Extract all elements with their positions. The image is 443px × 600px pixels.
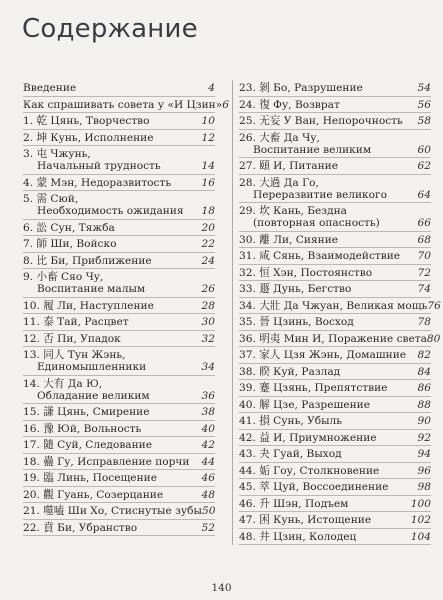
toc-entry <box>23 314 215 331</box>
toc-entry-title <box>23 193 193 217</box>
toc-entry-line: 28. 大過 Да Го, <box>239 176 319 189</box>
toc-entry <box>23 113 215 130</box>
toc-entry-title <box>239 465 409 477</box>
toc-entry-line: Единомышленники <box>37 361 147 373</box>
toc-entry <box>23 97 229 114</box>
toc-entry-line: 47. 困 Кунь, Истощение <box>239 514 372 526</box>
toc-entry <box>23 146 215 175</box>
toc-entry-line: 44. 姤 Гоу, Столкновение <box>239 464 380 477</box>
toc-entry-line: 38. 睽 Куй, Разлад <box>239 365 341 378</box>
toc-entry-page: 56 <box>417 98 431 111</box>
toc-entry-title <box>239 514 409 526</box>
toc-entry <box>239 512 431 529</box>
toc-entry-page: 68 <box>417 233 431 246</box>
toc-entry-title <box>239 531 409 543</box>
toc-entry-title <box>239 115 409 127</box>
toc-entry <box>239 248 431 265</box>
toc-entry <box>239 364 431 381</box>
toc-entry-line: 23. 剝 Бо, Разрушение <box>239 82 363 94</box>
toc-entry-title <box>23 222 193 234</box>
toc-entry-line: 3. 屯 Чжунь, <box>23 148 91 160</box>
toc-entry-line: 8. 比 Би, Приближение <box>23 254 152 267</box>
toc-entry <box>239 175 431 204</box>
toc-entry-line: 36. 明夷 Мин И, Поражение света <box>239 332 427 345</box>
toc-entry <box>239 203 431 232</box>
toc-entry-line: 6. 訟 Сун, Тяжба <box>23 221 115 234</box>
toc-entry-page: 90 <box>417 415 431 427</box>
toc-entry <box>239 314 431 331</box>
toc-entry-page: 24 <box>201 254 215 267</box>
toc-entry-line: 34. 大壯 Да Чжуан, Великая мощь <box>239 299 428 312</box>
toc-entry-title <box>23 99 222 111</box>
toc-entry <box>23 130 215 147</box>
toc-entry-title <box>23 456 193 468</box>
toc-entry <box>23 503 215 520</box>
toc-entry-line: 35. 晉 Цзинь, Восход <box>239 316 354 328</box>
toc-column-right <box>232 80 441 545</box>
toc-entry-page: 84 <box>417 365 431 378</box>
toc-entry-line: 13. 同人 Тун Жэнь, <box>23 349 126 361</box>
toc-entry-line: 17. 隨 Суй, Следование <box>23 439 152 451</box>
toc-entry-title <box>239 82 409 94</box>
toc-entry-line: 19. 臨 Линь, Посещение <box>23 472 157 484</box>
toc-entry <box>23 298 215 315</box>
toc-entry-title <box>23 423 193 435</box>
toc-entry-page: 42 <box>201 439 215 451</box>
toc-entry-page: 58 <box>417 115 431 127</box>
toc-entry-line: 42. 益 И, Приумножение <box>239 431 377 444</box>
toc-entry <box>23 454 215 471</box>
toc-entry <box>239 463 431 480</box>
toc-entry-line: 29. 坎 Кань, Бездна <box>239 205 347 217</box>
toc-entry-title <box>239 99 409 111</box>
toc-entry <box>23 253 215 270</box>
toc-entry-title <box>239 415 409 427</box>
toc-entry-title <box>239 399 409 411</box>
toc-entry-title <box>23 271 193 295</box>
toc-entry-line: 20. 觀 Гуань, Созерцание <box>23 488 164 501</box>
toc-entry <box>239 529 431 546</box>
toc-entry-line: (повторная опасность) <box>253 217 380 229</box>
toc-entry-line: 37. 家人 Цзя Жэнь, Домашние <box>239 349 407 361</box>
toc-entry-page: 4 <box>208 82 215 94</box>
toc-entry <box>239 158 431 175</box>
toc-entry-line: 43. 夬 Гуай, Выход <box>239 448 342 460</box>
toc-entry-title <box>23 238 193 250</box>
toc-entry-page: 26 <box>201 283 215 295</box>
toc-entry-page: 72 <box>417 266 431 279</box>
toc-entry <box>239 430 431 447</box>
toc-entry <box>239 298 441 315</box>
toc-entry-page: 18 <box>201 205 215 217</box>
toc-entry <box>23 220 215 237</box>
toc-entry-title <box>23 132 193 144</box>
toc-entry <box>239 281 431 298</box>
toc-entry-title <box>23 472 193 484</box>
toc-entry-page: 92 <box>417 431 431 444</box>
toc-entry-page: 76 <box>427 299 441 312</box>
toc-entry-title <box>23 505 202 517</box>
toc-entry-page: 10 <box>201 115 215 127</box>
toc-entry-line: 48. 井 Цзин, Колодец <box>239 530 357 543</box>
toc-entry-line: Введение <box>23 82 77 94</box>
toc-entry-title <box>239 316 409 328</box>
toc-entry-title <box>23 300 193 312</box>
toc-entry-line: 45. 萃 Цуй, Воссоединение <box>239 481 389 493</box>
toc-entry-line: Начальный трудность <box>37 160 161 172</box>
toc-entry-title <box>239 205 409 229</box>
toc-entry <box>239 331 441 348</box>
toc-entry-line: 16. 豫 Юй, Вольность <box>23 422 142 435</box>
toc-entry <box>23 437 215 454</box>
toc-entry-page: 34 <box>201 361 215 373</box>
toc-entry-page: 30 <box>201 316 215 328</box>
toc-entry-title <box>23 489 193 501</box>
toc-entry <box>239 130 431 159</box>
toc-entry-line: 9. 小畜 Сяо Чу, <box>23 271 104 283</box>
toc-entry-line: 4. 蒙 Мэн, Недоразвитость <box>23 176 172 189</box>
toc-entry <box>23 404 215 421</box>
toc-entry-line: Обладание великим <box>37 389 150 402</box>
toc-entry <box>23 331 215 348</box>
toc-entry-title <box>239 267 409 279</box>
toc-entry-title <box>239 283 409 295</box>
toc-entry-line: 27. 頤 И, Питание <box>239 160 339 172</box>
toc-entry-title <box>239 250 409 262</box>
toc-entry-title <box>239 132 409 156</box>
toc-entry-page: 64 <box>417 188 431 201</box>
toc-entry <box>23 520 215 537</box>
toc-entry-page: 74 <box>417 283 431 295</box>
toc-entry-title <box>23 333 193 345</box>
toc-entry <box>239 496 431 513</box>
toc-entry-line: 1. 乾 Цянь, Творчество <box>23 115 150 127</box>
toc-entry-title <box>23 439 193 451</box>
toc-entry-title <box>239 177 409 201</box>
toc-entry <box>23 470 215 487</box>
toc-entry-page: 38 <box>201 406 215 418</box>
toc-entry-line: 10. 履 Ли, Наступление <box>23 299 154 312</box>
toc-entry-line: 32. 恒 Хэн, Постоянство <box>239 266 373 279</box>
toc-entry-page: 46 <box>201 472 215 484</box>
toc-entry-line: 33. 遯 Дунь, Бегство <box>239 283 352 295</box>
toc-entry-line: 24. 復 Фу, Возврат <box>239 98 340 111</box>
toc-entry-line: 26. 大畜 Да Чу, <box>239 131 320 144</box>
toc-entry <box>239 97 431 114</box>
toc-entry-title <box>23 316 193 328</box>
toc-entry-line: Воспитание великим <box>253 143 372 156</box>
toc-entry-title <box>23 148 193 172</box>
toc-entry <box>23 376 215 405</box>
toc-entry-title <box>239 160 409 172</box>
toc-entry-title <box>239 448 409 460</box>
toc-entry-page: 36 <box>201 389 215 402</box>
toc-entry <box>239 397 431 414</box>
toc-entry-title <box>239 382 409 394</box>
toc-entry-title <box>239 349 409 361</box>
toc-entry-title <box>239 432 409 444</box>
toc-entry <box>23 269 215 298</box>
toc-entry-line: 18. 蠱 Гу, Исправление порчи <box>23 455 190 468</box>
toc-entry-line: 5. 需 Сюй, <box>23 193 79 205</box>
toc-entry-line: Как спрашивать совета у «И Цзин» <box>23 98 223 111</box>
toc-entry-line: Переразвитие великого <box>253 188 387 201</box>
toc-entry-title <box>23 115 193 127</box>
toc-entry-page: 14 <box>201 160 215 172</box>
toc-entry-page: 22 <box>201 238 215 250</box>
toc-entry-page: 16 <box>201 176 215 189</box>
toc-entry <box>239 413 431 430</box>
toc-entry-line: 46. 升 Шэн, Подъем <box>239 497 349 510</box>
toc-entry <box>239 446 431 463</box>
toc-entry-line: 15. 謙 Цянь, Смирение <box>23 406 150 418</box>
toc-entry-line: 39. 蹇 Цзянь, Препятствие <box>239 382 388 394</box>
toc-entry-page: 54 <box>417 82 431 94</box>
toc-entry-page: 48 <box>201 488 215 501</box>
toc-entry-page: 32 <box>201 332 215 345</box>
toc-entry-page: 86 <box>417 382 431 394</box>
toc-entry-title <box>239 333 427 345</box>
toc-entry-line: 25. 无妄 У Ван, Непорочность <box>239 115 403 127</box>
toc-entry-title <box>239 234 409 246</box>
toc-entry-page: 12 <box>201 131 215 144</box>
toc-entry-title <box>23 255 193 267</box>
toc-entry <box>23 175 215 192</box>
toc-entry-page: 94 <box>417 448 431 460</box>
toc-entry-line: 14. 大有 Да Ю, <box>23 377 103 390</box>
toc-entry-page: 70 <box>417 250 431 262</box>
toc-entry <box>23 487 215 504</box>
toc-entry-page: 44 <box>201 455 215 468</box>
toc-entry-page: 82 <box>417 349 431 361</box>
toc-entry-line: 12. 否 Пи, Упадок <box>23 332 121 345</box>
toc-entry <box>23 236 215 253</box>
toc-entry-title <box>239 498 409 510</box>
page-title: Содержание <box>22 14 198 44</box>
toc-entry-title <box>23 349 193 373</box>
toc-entry-line: 40. 解 Цзе, Разрешение <box>239 398 370 411</box>
toc-entry-page: 100 <box>410 497 431 510</box>
toc-entry <box>239 347 431 364</box>
toc-entry <box>239 380 431 397</box>
toc-entry <box>239 113 431 130</box>
toc-entry-page: 40 <box>201 422 215 435</box>
toc-entry-line: 7. 師 Ши, Войско <box>23 238 117 250</box>
toc-entry-page: 66 <box>417 217 431 229</box>
toc-entry-line: 11. 泰 Тай, Расцвет <box>23 316 129 328</box>
toc-entry-page: 96 <box>417 464 431 477</box>
toc-entry <box>23 421 215 438</box>
toc-entry-page: 80 <box>426 332 441 345</box>
toc-entry-title <box>239 481 409 493</box>
toc-entry <box>23 347 215 376</box>
toc-entry-page: 102 <box>410 514 431 526</box>
toc-entry-page: 78 <box>417 316 431 328</box>
toc-entry-line: 2. 坤 Кунь, Исполнение <box>23 131 154 144</box>
toc-entry-line: Воспитание малым <box>37 283 146 295</box>
toc-entry-page: 104 <box>410 530 431 543</box>
toc-entry-title <box>239 300 427 312</box>
toc-entry-page: 28 <box>201 299 215 312</box>
toc-entry-page: 88 <box>417 398 431 411</box>
toc-entry-line: 41. 損 Сунь, Убыль <box>239 415 343 427</box>
toc-entry-page: 98 <box>417 481 431 493</box>
toc-entry-title <box>239 366 409 378</box>
toc-entry-page: 20 <box>201 221 215 234</box>
toc-entry-page: 62 <box>417 160 431 172</box>
toc-entry <box>239 479 431 496</box>
toc-entry-line: 21. 噬嗑 Ши Хо, Стиснутые зубы <box>23 505 202 517</box>
toc-entry-line: 22. 賁 Би, Убранство <box>23 521 138 534</box>
toc-column-left <box>23 80 229 536</box>
toc-entry-title <box>23 406 193 418</box>
toc-entry <box>239 80 431 97</box>
toc-entry-title <box>23 82 193 94</box>
toc-entry-title <box>23 522 193 534</box>
toc-entry-line: 30. 離 Ли, Сияние <box>239 233 339 246</box>
toc-entry <box>239 232 431 249</box>
toc-entry-title <box>23 378 193 402</box>
toc-entry-page: 52 <box>201 521 215 534</box>
toc-entry-line: Необходимость ожидания <box>37 205 184 217</box>
toc-entry-page: 50 <box>201 505 216 517</box>
toc-entry <box>23 191 215 220</box>
toc-entry <box>23 80 215 97</box>
toc-entry-line: 31. 咸 Сянь, Взаимодействие <box>239 250 401 262</box>
page-number: 140 <box>211 582 232 594</box>
toc-entry-title <box>23 177 193 189</box>
toc-entry-page: 6 <box>222 98 229 111</box>
toc-entry <box>239 265 431 282</box>
toc-entry-page: 60 <box>417 143 431 156</box>
